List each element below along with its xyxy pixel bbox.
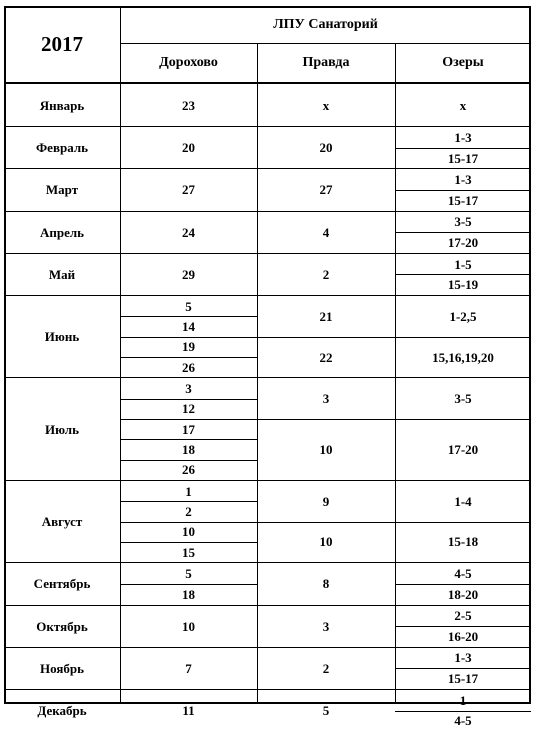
- month-name: Апрель: [4, 212, 120, 253]
- pravda-value: 9: [257, 481, 395, 522]
- ozery-value: 4-5: [395, 563, 531, 584]
- dorohovo-value: 26: [120, 460, 257, 480]
- ozery-value: 15-19: [395, 274, 531, 295]
- ozery-value: 15-17: [395, 148, 531, 169]
- month-name: Июнь: [4, 296, 120, 377]
- ozery-value: 3-5: [395, 212, 531, 233]
- grid-line: [395, 232, 531, 233]
- grid-line: [120, 439, 257, 440]
- ozery-value: 16-20: [395, 626, 531, 647]
- pravda-value: 2: [257, 648, 395, 689]
- grid-line: [120, 501, 257, 502]
- ozery-value: 17-20: [395, 232, 531, 253]
- pravda-value: 20: [257, 127, 395, 168]
- grid-line: [120, 419, 257, 420]
- ozery-value: 2-5: [395, 606, 531, 627]
- month-name: Май: [4, 254, 120, 295]
- column-header-dorohovo: Дорохово: [120, 43, 257, 82]
- month-name: Июль: [4, 378, 120, 480]
- grid-line: [395, 274, 531, 275]
- pravda-value: 10: [257, 522, 395, 563]
- pravda-value: 27: [257, 169, 395, 210]
- ozery-value: 18-20: [395, 584, 531, 605]
- grid-line: [395, 711, 531, 712]
- ozery-value: 15-17: [395, 668, 531, 689]
- column-header-pravda: Правда: [257, 43, 395, 82]
- ozery-value: 1-3: [395, 648, 531, 669]
- dorohovo-value: 7: [120, 648, 257, 689]
- dorohovo-value: 23: [120, 85, 257, 126]
- grid-line: [120, 43, 531, 44]
- grid-line: [395, 419, 531, 420]
- grid-line: [395, 626, 531, 627]
- column-header-ozery: Озеры: [395, 43, 531, 82]
- dorohovo-value: 20: [120, 127, 257, 168]
- grid-line: [257, 522, 395, 523]
- dorohovo-value: 15: [120, 542, 257, 562]
- dorohovo-value: 12: [120, 399, 257, 419]
- dorohovo-value: 11: [120, 690, 257, 731]
- ozery-value: 1-2,5: [395, 296, 531, 337]
- ozery-value: 15-18: [395, 522, 531, 563]
- group-header: ЛПУ Санаторий: [120, 6, 531, 43]
- pravda-value: 22: [257, 337, 395, 378]
- pravda-value: 3: [257, 606, 395, 647]
- month-name: Август: [4, 481, 120, 562]
- dorohovo-value: 26: [120, 357, 257, 377]
- dorohovo-value: 19: [120, 337, 257, 357]
- month-name: Ноябрь: [4, 648, 120, 689]
- dorohovo-value: 5: [120, 296, 257, 316]
- grid-line: [395, 584, 531, 585]
- dorohovo-value: 14: [120, 316, 257, 336]
- grid-line: [120, 584, 257, 585]
- ozery-value: 1-3: [395, 127, 531, 148]
- ozery-value: 4-5: [395, 711, 531, 731]
- dorohovo-value: 1: [120, 481, 257, 501]
- pravda-value: 10: [257, 419, 395, 480]
- grid-line: [120, 316, 257, 317]
- year-label: 2017: [4, 6, 120, 82]
- dorohovo-value: 5: [120, 563, 257, 584]
- grid-line: [395, 668, 531, 669]
- ozery-value: 1: [395, 690, 531, 711]
- pravda-value: x: [257, 85, 395, 126]
- ozery-value: 15-17: [395, 190, 531, 211]
- grid-line: [120, 337, 257, 338]
- grid-line: [257, 337, 395, 338]
- pravda-value: 4: [257, 212, 395, 253]
- ozery-value: 1-4: [395, 481, 531, 522]
- dorohovo-value: 3: [120, 378, 257, 398]
- pravda-value: 5: [257, 690, 395, 731]
- ozery-value: x: [395, 85, 531, 126]
- pravda-value: 21: [257, 296, 395, 337]
- grid-line: [120, 399, 257, 400]
- pravda-value: 3: [257, 378, 395, 419]
- dorohovo-value: 17: [120, 419, 257, 439]
- dorohovo-value: 18: [120, 439, 257, 459]
- dorohovo-value: 24: [120, 212, 257, 253]
- grid-line: [395, 522, 531, 523]
- dorohovo-value: 10: [120, 606, 257, 647]
- month-name: Февраль: [4, 127, 120, 168]
- ozery-value: 1-3: [395, 169, 531, 190]
- dorohovo-value: 18: [120, 584, 257, 605]
- grid-line: [120, 522, 257, 523]
- pravda-value: 2: [257, 254, 395, 295]
- grid-line: [120, 460, 257, 461]
- grid-line: [4, 82, 531, 84]
- pravda-value: 8: [257, 563, 395, 604]
- grid-line: [395, 190, 531, 191]
- ozery-value: 1-5: [395, 254, 531, 275]
- grid-line: [120, 542, 257, 543]
- month-name: Сентябрь: [4, 563, 120, 604]
- grid-line: [395, 337, 531, 338]
- month-name: Март: [4, 169, 120, 210]
- month-name: Январь: [4, 85, 120, 126]
- ozery-value: 15,16,19,20: [395, 337, 531, 378]
- grid-line: [120, 357, 257, 358]
- ozery-value: 17-20: [395, 419, 531, 480]
- dorohovo-value: 2: [120, 501, 257, 521]
- dorohovo-value: 27: [120, 169, 257, 210]
- dorohovo-value: 10: [120, 522, 257, 542]
- grid-line: [257, 419, 395, 420]
- ozery-value: 3-5: [395, 378, 531, 419]
- month-name: Октябрь: [4, 606, 120, 647]
- month-name: Декабрь: [4, 690, 120, 731]
- dorohovo-value: 29: [120, 254, 257, 295]
- grid-line: [395, 148, 531, 149]
